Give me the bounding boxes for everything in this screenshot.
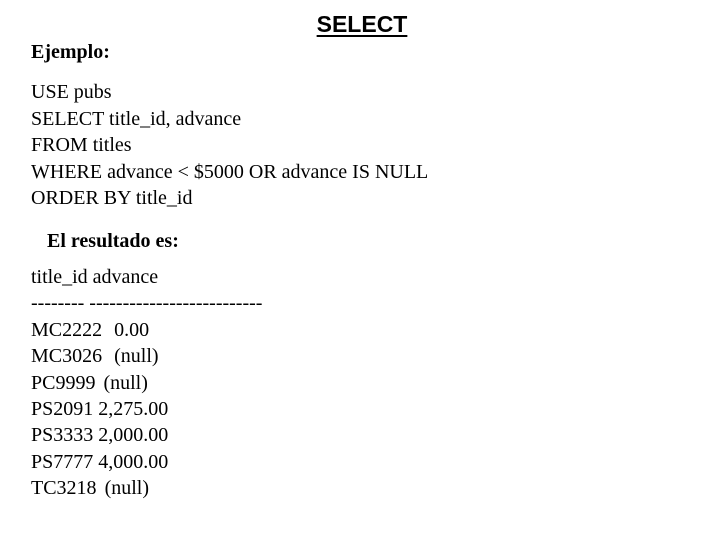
advance-cell: 2,000.00 — [98, 424, 169, 447]
table-row — [31, 396, 262, 422]
advance-cell: (null) — [103, 371, 148, 394]
title-id-cell: MC3026 — [31, 345, 103, 368]
title-id-cell: PC9999 — [31, 371, 96, 394]
title-id-cell: MC2222 — [31, 318, 103, 341]
table-row — [31, 343, 262, 369]
title-id-cell: PS3333 — [31, 424, 94, 447]
sql-query — [31, 79, 428, 212]
query-line: FROM titles — [31, 134, 132, 156]
result-table — [31, 264, 262, 502]
advance-cell: (null) — [114, 345, 159, 368]
page-title: SELECT — [316, 11, 408, 37]
result-label: El resultado es: — [47, 230, 179, 252]
advance-cell: 2,275.00 — [98, 397, 169, 420]
result-header: title_id advance — [31, 266, 159, 288]
query-line: SELECT title_id, advance — [31, 107, 242, 130]
table-row — [31, 370, 262, 396]
title-id-cell: TC3218 — [31, 477, 97, 500]
advance-cell: 0.00 — [114, 318, 150, 341]
table-row — [31, 449, 262, 475]
result-rows — [31, 317, 262, 502]
title-id-cell: PS7777 — [31, 450, 94, 473]
query-line: USE pubs — [31, 81, 112, 103]
table-row — [31, 317, 262, 343]
query-line: ORDER BY title_id — [31, 187, 193, 209]
table-row — [31, 475, 262, 501]
table-row — [31, 422, 262, 448]
title-id-cell: PS2091 — [31, 397, 94, 420]
result-separator: -------- -------------------------- — [31, 292, 263, 315]
advance-cell: (null) — [104, 477, 149, 500]
advance-cell: 4,000.00 — [98, 450, 169, 473]
example-label: Ejemplo: — [31, 41, 110, 63]
query-line: WHERE advance < $5000 OR advance IS NULL — [31, 160, 429, 183]
